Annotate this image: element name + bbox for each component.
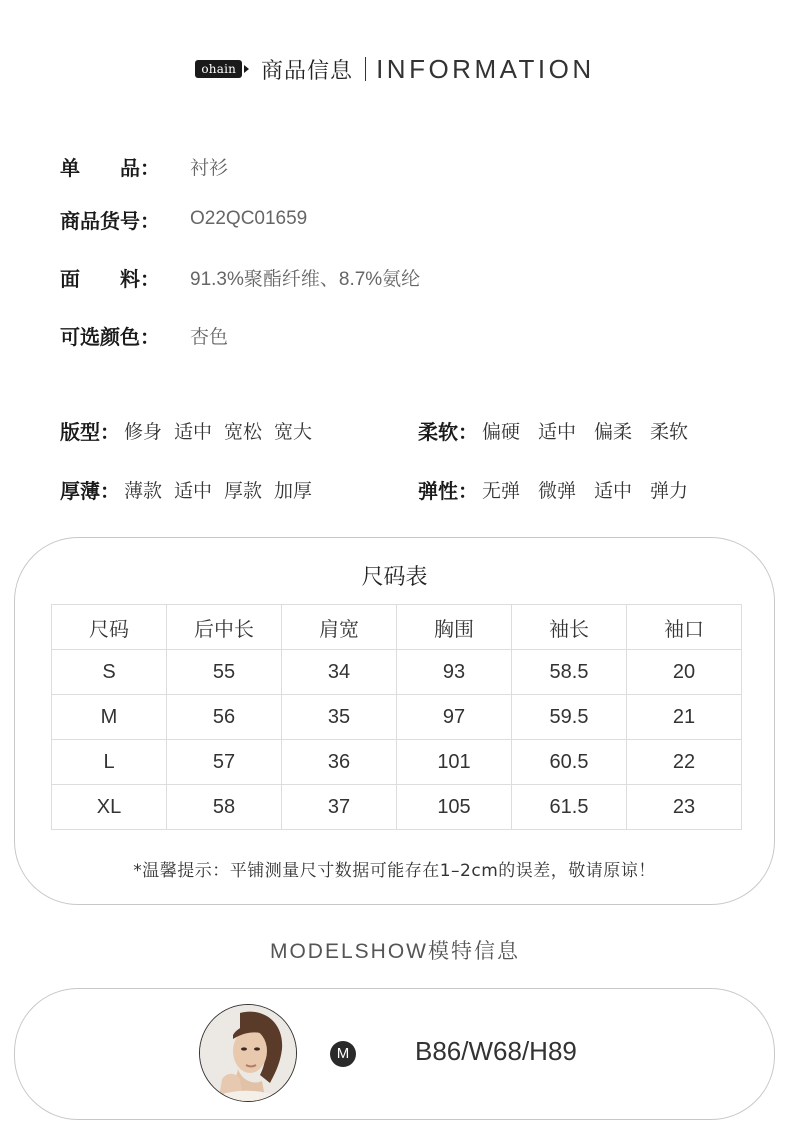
table-header-cell: 后中长 xyxy=(167,605,282,650)
table-cell: 57 xyxy=(167,740,282,785)
table-header-cell: 袖长 xyxy=(512,605,627,650)
model-measurements: B86/W68/H89 xyxy=(415,1036,577,1066)
attr-fit xyxy=(60,415,324,445)
info-label: 面 料： xyxy=(60,266,160,291)
attr-elasticity xyxy=(418,474,706,504)
attr-softness xyxy=(418,415,706,445)
table-header-cell: 尺码 xyxy=(52,605,167,650)
table-cell: 56 xyxy=(167,695,282,740)
table-row xyxy=(52,785,742,830)
info-row-fabric xyxy=(60,263,420,291)
attr-option: 宽松 xyxy=(224,420,263,443)
model-portrait-image xyxy=(200,1005,297,1102)
attr-option: 适中 xyxy=(594,479,633,502)
logo-arrow-icon xyxy=(244,65,249,73)
model-size-badge: M xyxy=(330,1041,356,1067)
table-cell: 20 xyxy=(627,650,742,695)
table-cell: 105 xyxy=(397,785,512,830)
attr-option: 厚款 xyxy=(224,479,263,502)
table-cell: 101 xyxy=(397,740,512,785)
attr-option: 弹力 xyxy=(650,479,689,502)
table-cell: 93 xyxy=(397,650,512,695)
attr-option-selected: 适中 xyxy=(174,417,212,444)
table-cell: 60.5 xyxy=(512,740,627,785)
attr-label: 柔软： xyxy=(418,419,478,444)
table-cell: 61.5 xyxy=(512,785,627,830)
model-avatar xyxy=(199,1004,297,1102)
table-cell: 58.5 xyxy=(512,650,627,695)
attr-option-selected: 适中 xyxy=(174,476,212,503)
table-header-cell: 胸围 xyxy=(397,605,512,650)
table-cell: 55 xyxy=(167,650,282,695)
brand-logo xyxy=(195,60,249,78)
info-value: 杏色 xyxy=(190,326,229,348)
table-header-cell: 肩宽 xyxy=(282,605,397,650)
table-cell: 35 xyxy=(282,695,397,740)
table-header-cell: 袖口 xyxy=(627,605,742,650)
info-row-color xyxy=(60,321,228,349)
model-card xyxy=(14,988,775,1120)
table-header-row xyxy=(52,605,742,650)
table-row xyxy=(52,740,742,785)
attr-option: 柔软 xyxy=(650,420,689,443)
table-cell: 34 xyxy=(282,650,397,695)
size-chart-title: 尺码表 xyxy=(361,565,428,590)
attr-option-selected: 适中 xyxy=(538,417,576,444)
info-value: 91.3%聚酯纤维、8.7%氨纶 xyxy=(190,268,421,290)
table-row xyxy=(52,695,742,740)
table-cell: 22 xyxy=(627,740,742,785)
size-chart-note: *温馨提示：平铺测量尺寸数据可能存在1–2cm的误差，敬请原谅！ xyxy=(133,861,656,881)
info-label: 商品货号： xyxy=(60,208,160,233)
table-cell: M xyxy=(52,695,167,740)
size-chart-card xyxy=(14,537,775,905)
attr-option: 微弹 xyxy=(538,479,577,502)
info-value: 衬衫 xyxy=(190,157,229,179)
attr-option: 偏柔 xyxy=(594,420,633,443)
attr-option: 宽大 xyxy=(274,420,313,443)
attr-option: 薄款 xyxy=(124,479,163,502)
attr-label: 弹性： xyxy=(418,478,478,503)
table-cell: 58 xyxy=(167,785,282,830)
table-cell: S xyxy=(52,650,167,695)
table-cell: L xyxy=(52,740,167,785)
size-table xyxy=(51,604,742,830)
table-row xyxy=(52,650,742,695)
attr-option: 修身 xyxy=(124,420,163,443)
info-row-sku xyxy=(60,205,307,233)
table-cell: 97 xyxy=(397,695,512,740)
info-label: 可选颜色： xyxy=(60,324,160,349)
model-section-title: MODELSHOW模特信息 xyxy=(269,940,520,963)
section-header xyxy=(0,52,790,86)
header-title-en: INFORMATION xyxy=(376,53,595,84)
table-cell: 23 xyxy=(627,785,742,830)
table-cell: 21 xyxy=(627,695,742,740)
table-cell: XL xyxy=(52,785,167,830)
brand-logo-text: ohain xyxy=(195,60,242,78)
info-row-product xyxy=(60,152,228,180)
info-label: 单 品： xyxy=(60,155,160,180)
info-value: O22QC01659 xyxy=(190,208,308,229)
attr-thickness xyxy=(60,474,324,504)
header-title-cn: 商品信息 xyxy=(261,58,354,84)
table-cell: 59.5 xyxy=(512,695,627,740)
attr-option: 偏硬 xyxy=(482,420,521,443)
table-cell: 37 xyxy=(282,785,397,830)
attr-option: 加厚 xyxy=(274,479,313,502)
header-divider xyxy=(365,57,366,81)
attr-option-selected: 无弹 xyxy=(482,476,520,503)
attr-label: 版型： xyxy=(60,419,120,444)
table-cell: 36 xyxy=(282,740,397,785)
attr-label: 厚薄： xyxy=(60,478,120,503)
